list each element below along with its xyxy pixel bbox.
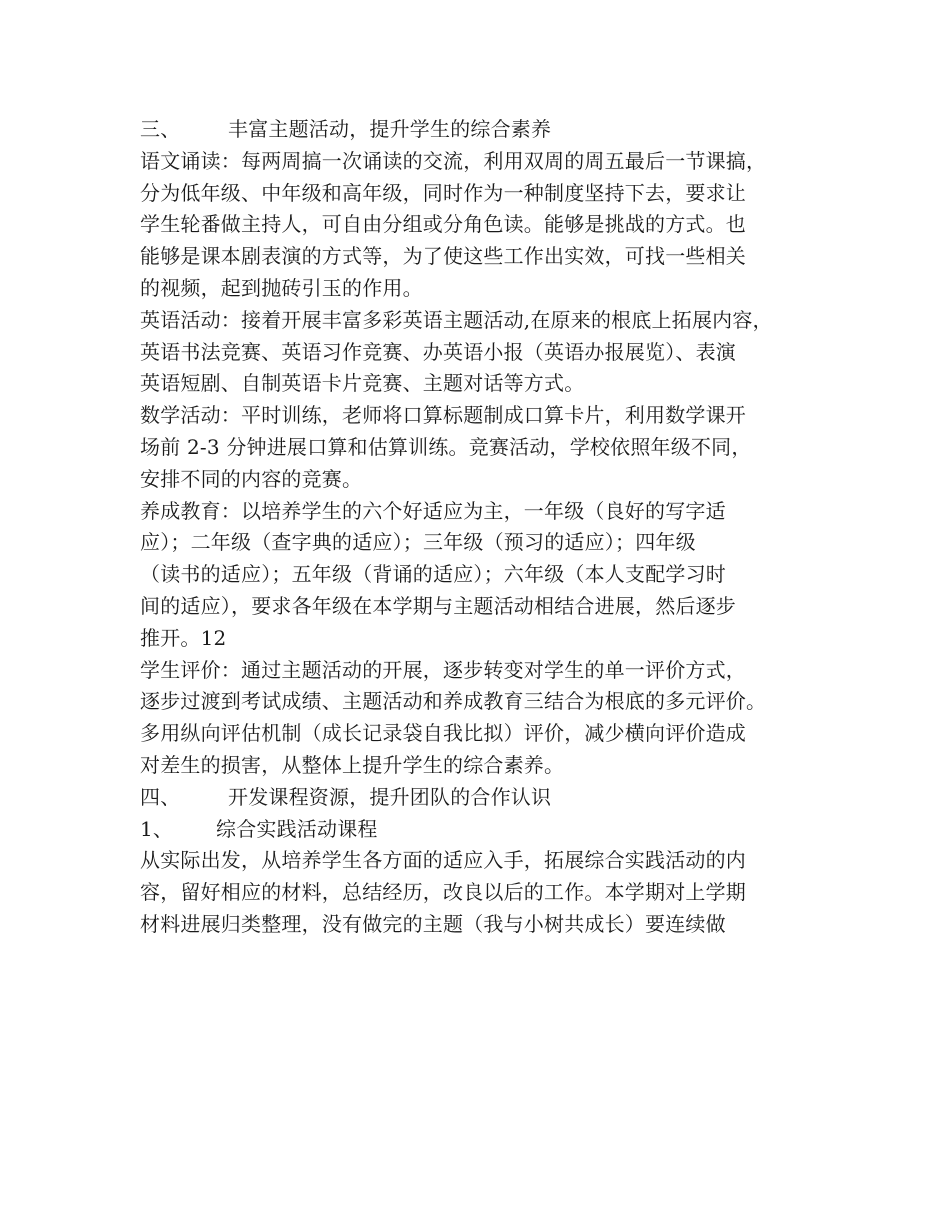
math-activity-paragraph xyxy=(140,400,830,495)
paragraph-line: 能够是课本剧表演的方式等，为了使这些工作出实效，可找一些相关 xyxy=(140,244,746,269)
paragraph-line: 英语活动：接着开展丰富多彩英语主题活动,在原来的根底上拓展内容， xyxy=(140,307,773,332)
section-4-number: 四、 xyxy=(140,784,181,809)
document-body xyxy=(140,114,830,941)
section-4-heading xyxy=(140,782,830,814)
english-activity-paragraph xyxy=(140,305,830,400)
practice-course-paragraph xyxy=(140,845,830,940)
paragraph-line: 的视频，起到抛砖引玉的作用。 xyxy=(140,275,423,300)
section-3-number: 三、 xyxy=(140,117,181,141)
subsection-1-number: 1、 xyxy=(140,816,174,841)
paragraph-line: 英语书法竞赛、英语习作竞赛、办英语小报（英语办报展览）、表演 xyxy=(140,339,736,364)
chinese-reading-paragraph xyxy=(140,146,830,305)
paragraph-line: 逐步过渡到考试成绩、主题活动和养成教育三结合为根底的多元评价。 xyxy=(140,689,767,714)
paragraph-line: 推开。12 xyxy=(140,625,227,650)
section-4-title: 开发课程资源，提升团队的合作认识 xyxy=(228,784,552,809)
paragraph-line: 容，留好相应的材料，总结经历，改良以后的工作。本学期对上学期 xyxy=(140,880,746,905)
paragraph-line: 安排不同的内容的竞赛。 xyxy=(140,466,363,491)
paragraph-line: 场前 2-3 分钟进展口算和估算训练。竞赛活动，学校依照年级不同， xyxy=(140,434,752,459)
subsection-1-heading xyxy=(140,814,830,846)
section-3-title: 丰富主题活动，提升学生的综合素养 xyxy=(228,117,552,141)
student-evaluation-paragraph xyxy=(140,655,830,782)
paragraph-line: 材料进展归类整理，没有做完的主题（我与小树共成长）要连续做 xyxy=(140,911,726,936)
paragraph-line: 应）；二年级（查字典的适应）；三年级（预习的适应）；四年级 xyxy=(140,530,696,555)
paragraph-line: 学生评价：通过主题活动的开展，逐步转变对学生的单一评价方式， xyxy=(140,657,746,682)
habit-education-paragraph xyxy=(140,496,830,655)
section-3-heading xyxy=(140,114,830,146)
paragraph-line: 分为低年级、中年级和高年级，同时作为一种制度坚持下去，要求让 xyxy=(140,180,746,205)
paragraph-line: 从实际出发，从培养学生各方面的适应入手，拓展综合实践活动的内 xyxy=(140,848,746,873)
paragraph-line: 间的适应），要求各年级在本学期与主题活动相结合进展，然后逐步 xyxy=(140,593,736,618)
paragraph-line: 数学活动：平时训练，老师将口算标题制成口算卡片，利用数学课开 xyxy=(140,403,746,428)
paragraph-line: 学生轮番做主持人，可自由分组或分角色读。能够是挑战的方式。也 xyxy=(140,212,746,237)
paragraph-line: 对差生的损害，从整体上提升学生的综合素养。 xyxy=(140,752,565,777)
paragraph-line: 英语短剧、自制英语卡片竞赛、主题对话等方式。 xyxy=(140,371,585,396)
paragraph-line: 养成教育：以培养学生的六个好适应为主，一年级（良好的写字适 xyxy=(140,498,726,523)
paragraph-line: （读书的适应）；五年级（背诵的适应）；六年级（本人支配学习时 xyxy=(140,562,726,587)
paragraph-line: 语文诵读：每两周搞一次诵读的交流，利用双周的周五最后一节课搞， xyxy=(140,148,767,173)
paragraph-line: 多用纵向评估机制（成长记录袋自我比拟）评价，减少横向评价造成 xyxy=(140,721,746,746)
subsection-1-title: 综合实践活动课程 xyxy=(216,816,378,841)
